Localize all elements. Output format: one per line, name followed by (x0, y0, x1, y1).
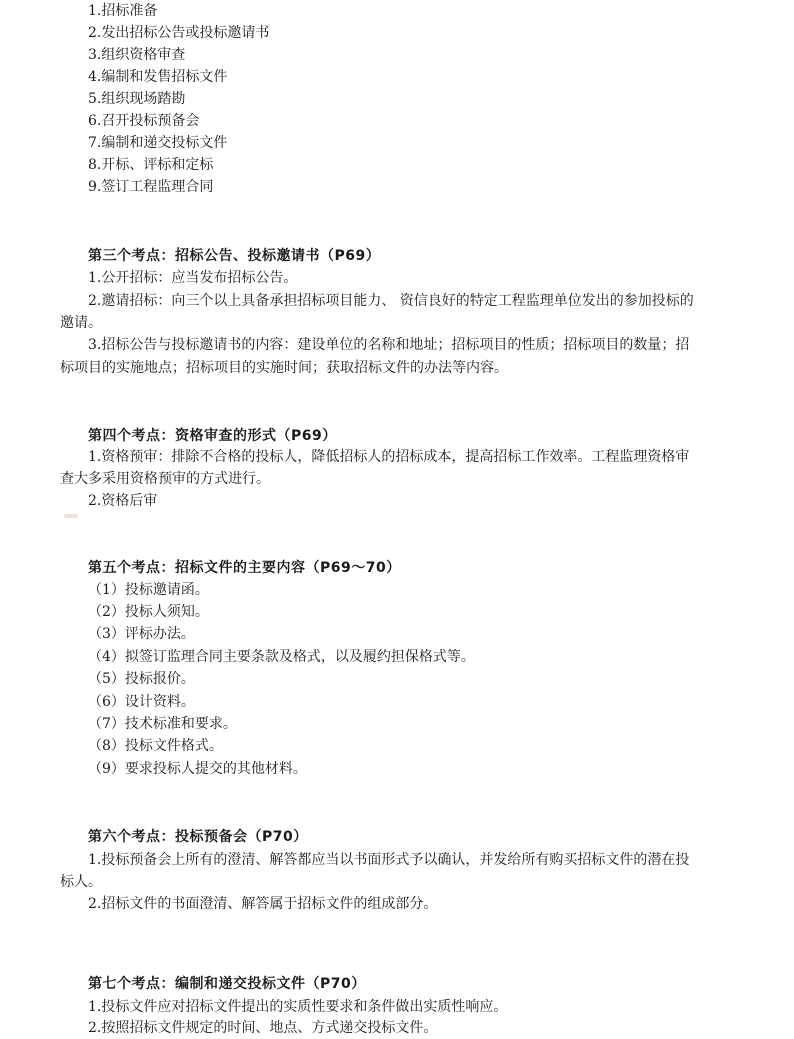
list-item: （9）要求投标人提交的其他材料。 (88, 761, 307, 777)
scan-smudge (64, 514, 78, 518)
list-item: （3）评标办法。 (88, 626, 195, 642)
list-item: （6）设计资料。 (88, 694, 195, 710)
list-item: （1）投标邀请函。 (88, 582, 209, 598)
paragraph: 1.投标预备会上所有的澄清、解答都应当以书面形式予以确认，并发给所有购买招标文件的潜在投 (88, 852, 690, 868)
paragraph: 1.投标文件应对招标文件提出的实质性要求和条件做出实质性响应。 (88, 999, 508, 1015)
list-item: （2）投标人须知。 (88, 604, 209, 620)
paragraph: 1.公开招标：应当发布招标公告。 (88, 270, 298, 286)
list-item: （8）投标文件格式。 (88, 738, 223, 754)
list-item: 5.组织现场踏勘 (88, 91, 186, 107)
list-item: 7.编制和递交投标文件 (88, 135, 228, 151)
list-item: 8.开标、评标和定标 (88, 157, 214, 173)
paragraph-continuation: 查大多采用资格预审的方式进行。 (60, 471, 270, 487)
section-heading-4: 第四个考点：资格审查的形式（P69） (88, 428, 337, 444)
paragraph: 3.招标公告与投标邀请书的内容：建设单位的名称和地址；招标项目的性质；招标项目的数量；招 (88, 337, 690, 353)
list-item: （4）拟签订监理合同主要条款及格式，以及履约担保格式等。 (88, 649, 475, 665)
paragraph: 2.邀请招标：向三个以上具备承担招标项目能力、 资信良好的特定工程监理单位发出的参加投标的 (88, 293, 694, 309)
section-heading-6: 第六个考点：投标预备会（P70） (88, 829, 308, 845)
paragraph-continuation: 标人。 (60, 874, 102, 890)
list-item: （5）投标报价。 (88, 671, 195, 687)
paragraph: 1.资格预审：排除不合格的投标人，降低招标人的招标成本，提高招标工作效率。工程监理资格审 (88, 449, 690, 465)
paragraph-continuation: 标项目的实施地点；招标项目的实施时间；获取招标文件的办法等内容。 (60, 360, 508, 376)
paragraph-continuation: 邀请。 (60, 315, 102, 331)
paragraph: 2.招标文件的书面澄清、解答属于招标文件的组成部分。 (88, 896, 438, 912)
section-heading-3: 第三个考点：招标公告、投标邀请书（P69） (88, 248, 381, 264)
paragraph: 2.按照招标文件规定的时间、地点、方式递交投标文件。 (88, 1020, 438, 1036)
list-item: 1.招标准备 (88, 3, 158, 19)
section-heading-5: 第五个考点：招标文件的主要内容（P69～70） (88, 560, 401, 576)
list-item: 3.组织资格审查 (88, 47, 186, 63)
list-item: 9.签订工程监理合同 (88, 179, 214, 195)
paragraph: 2.资格后审 (88, 493, 158, 509)
list-item: 2.发出招标公告或投标邀请书 (88, 25, 270, 41)
list-item: （7）技术标准和要求。 (88, 716, 237, 732)
section-heading-7: 第七个考点：编制和递交投标文件（P70） (88, 976, 366, 992)
list-item: 6.召开投标预备会 (88, 113, 200, 129)
list-item: 4.编制和发售招标文件 (88, 69, 228, 85)
